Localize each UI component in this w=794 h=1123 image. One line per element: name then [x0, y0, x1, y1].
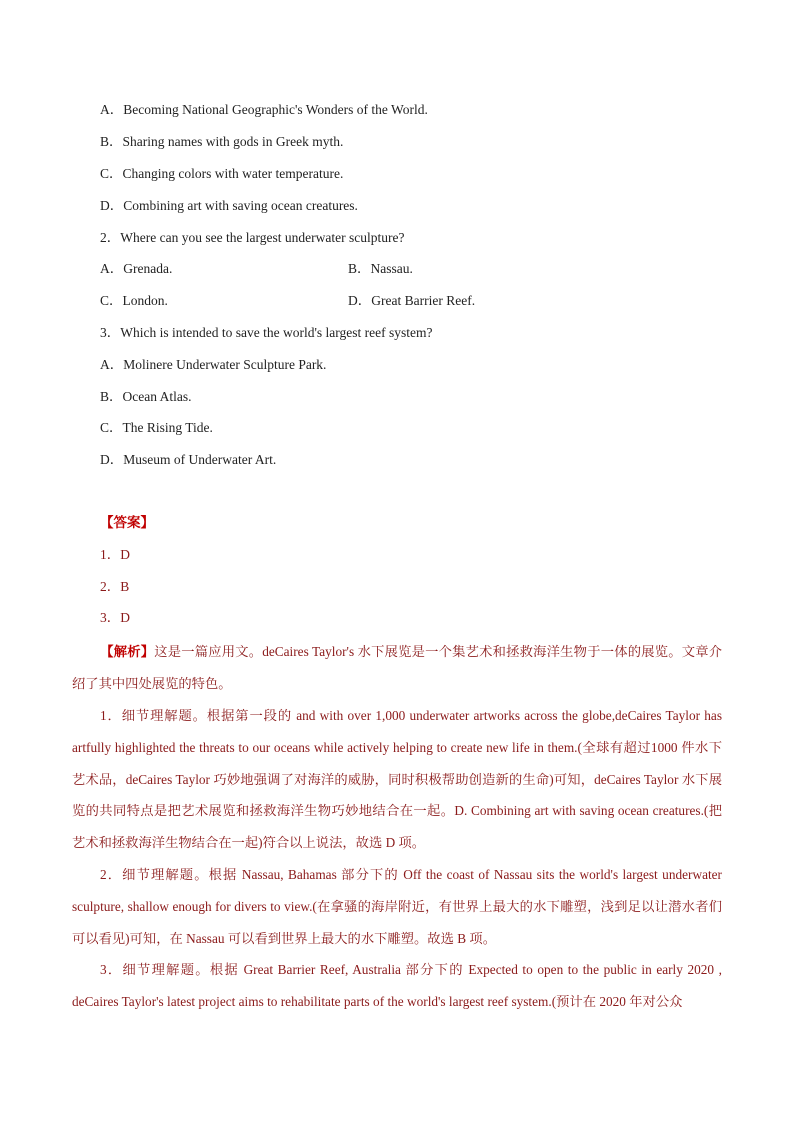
analysis-paragraph-1 — [72, 700, 722, 859]
option-text: Becoming National Geographic's Wonders of the World. — [123, 102, 428, 117]
q2-stem: 2．Where can you see the largest underwater sculpture? — [100, 230, 405, 245]
option-text: Changing colors with water temperature. — [122, 166, 344, 181]
answer-item-3: 3．D — [100, 610, 130, 625]
q2-option-c — [100, 292, 168, 310]
answer-item-1: 1．D — [100, 547, 130, 562]
option-text: Great Barrier Reef. — [371, 293, 476, 308]
q2-option-b — [348, 260, 413, 278]
q3-option-c — [100, 419, 213, 437]
option-letter: C． — [100, 293, 123, 308]
q3-option-d — [100, 451, 276, 469]
analysis-paragraph-2 — [72, 859, 722, 954]
q1-option-b — [100, 133, 343, 151]
analysis-paragraph-3-text: 3．细节理解题。根据 Great Barrier Reef, Australia 部分下的 Expected to open to the public in early 2020 , deCaires Taylor's latest project aims to rehabilitate parts of the world's largest reef system.(预计在 2020 年对公众 — [72, 962, 722, 1009]
option-letter: A． — [100, 102, 124, 117]
q1-option-d — [100, 197, 358, 215]
option-text: Museum of Underwater Art. — [123, 452, 277, 467]
option-text: Ocean Atlas. — [122, 389, 192, 404]
option-letter: D． — [100, 452, 124, 467]
answer-item-2: 2．B — [100, 579, 130, 594]
answer-header: 【答案】 — [100, 515, 154, 530]
option-letter: C． — [100, 166, 123, 181]
q2-option-d — [348, 292, 475, 310]
option-text: The Rising Tide. — [122, 420, 213, 435]
option-letter: A． — [100, 357, 124, 372]
analysis-intro — [72, 636, 722, 700]
option-text: Combining art with saving ocean creatures. — [123, 198, 358, 213]
q1-option-a — [100, 101, 428, 119]
option-text: London. — [122, 293, 168, 308]
option-letter: B． — [100, 134, 123, 149]
option-letter: D． — [348, 293, 372, 308]
option-text: Molinere Underwater Sculpture Park. — [123, 357, 327, 372]
analysis-paragraph-3 — [72, 954, 722, 1018]
option-letter: D． — [100, 198, 124, 213]
q3-option-a — [100, 356, 326, 374]
option-text: Grenada. — [123, 261, 173, 276]
option-letter: C． — [100, 420, 123, 435]
option-letter: B． — [100, 389, 123, 404]
option-letter: B． — [348, 261, 371, 276]
option-text: Sharing names with gods in Greek myth. — [122, 134, 344, 149]
analysis-intro-text: 这是一篇应用文。deCaires Taylor's 水下展览是一个集艺术和拯救海洋生物于一体的展览。文章介绍了其中四处展览的特色。 — [72, 644, 723, 691]
analysis-paragraph-1-text: 1．细节理解题。根据第一段的 and with over 1,000 underwater artworks across the globe,deCaires Taylor has artfully highlighted the threats to our oceans while actively helping to create new life in them.(全球有超过1000 件水下艺术品，deCaires Taylor 巧妙地强调了对海洋的威胁，同时积极帮助创造新的生命)可知，deCaires Taylor 水下展览的共同特点是把艺术展览和拯救海洋生物巧妙地结合在一起。D. Combining art with saving ocean creatures.(把艺术和拯救海洋生物结合在一起)符合以上说法，故选 D 项。 — [72, 708, 722, 851]
q1-option-c — [100, 165, 343, 183]
analysis-paragraph-2-text: 2．细节理解题。根据 Nassau, Bahamas 部分下的 Off the coast of Nassau sits the world's largest underwater sculpture, shallow enough for divers to view.(在拿骚的海岸附近，有世界上最大的水下雕塑，浅到足以让潜水者们可以看见)可知，在 Nassau 可以看到世界上最大的水下雕塑。故选 B 项。 — [72, 867, 722, 946]
q2-option-a — [100, 260, 172, 278]
q3-option-b — [100, 388, 192, 406]
q3-stem: 3．Which is intended to save the world's largest reef system? — [100, 325, 433, 340]
option-letter: A． — [100, 261, 124, 276]
option-text: Nassau. — [370, 261, 413, 276]
analysis-header: 【解析】 — [100, 644, 155, 659]
